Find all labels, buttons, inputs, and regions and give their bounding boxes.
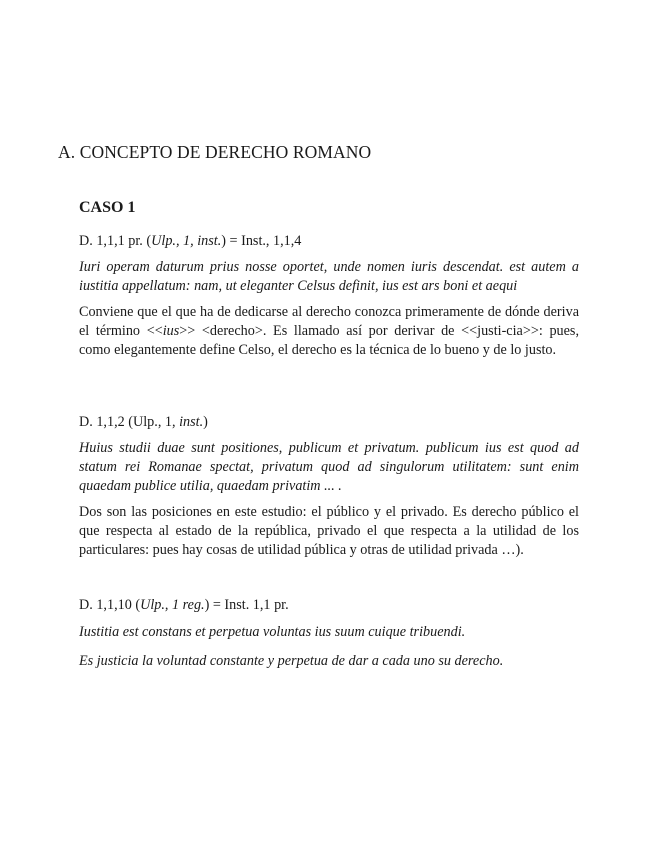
entry-1-latin-block [79,258,579,296]
citation-author: Ulp., 1 reg. [140,597,205,613]
citation-suffix: ) = Inst., 1,1,4 [221,233,302,249]
spanish-part1: Conviene que el que ha de dedicarse al derecho conozca primeramente de dónde deriva el término << [79,304,579,339]
citation-suffix: ) [203,414,208,430]
entry-3-latin-text: Iustitia est constans et perpetua voluntas ius suum cuique tribuendi. [79,624,466,640]
citation-prefix: D. 1,1,2 (Ulp., 1, [79,414,180,430]
citation-prefix: D. 1,1,1 pr. ( [79,233,152,249]
entry-3-spanish-text: Es justicia la voluntad constante y perpetua de dar a cada uno su derecho. [79,653,504,669]
case-title: CASO 1 [79,199,136,216]
spanish-ius: ius [162,323,180,339]
entry-1-spanish-text [79,303,579,360]
entry-2-spanish-text: Dos son las posiciones en este estudio: el público y el privado. Es derecho público el que respecta al estado de la república, privado el que respecta a la utilidad de los particulares: pues hay cosas de utilidad pública y otras de utilidad privada …). [79,504,579,558]
entry-1 [79,232,579,251]
entry-2-latin-text: Huius studii duae sunt positiones, publicum et privatum. publicum ius est quod ad statum rei Romanae spectat, privatum quod ad singulorum utilitatem: sunt enim quaedam publice utilia, quaedam privatim ... . [79,440,579,494]
entry-1-latin-text: Iuri operam daturum prius nosse oportet, unde nomen iuris descendat. est autem a iustitia appellatum: nam, ut eleganter Celsus definit, ius est ars boni et aequi [79,259,579,294]
spanish-part2: >> <derecho>. Es llamado así por derivar de <<justi-cia>>: pues, como elegantemente define Celso, el derecho es la técnica de lo bueno y de lo justo. [79,323,579,358]
entry-2 [79,413,579,432]
entry-3-citation [79,596,579,615]
entry-3 [79,596,579,615]
citation-author: Ulp., 1, inst. [151,233,222,249]
section-title: A. CONCEPTO DE DERECHO ROMANO [58,142,372,162]
entry-3-spanish-block [79,652,579,671]
entry-1-citation [79,232,579,251]
entry-2-spanish-block [79,503,579,560]
citation-prefix: D. 1,1,10 ( [79,597,141,613]
citation-author: inst. [179,414,204,430]
citation-suffix: ) = Inst. 1,1 pr. [204,597,289,613]
entry-3-latin-block [79,623,579,642]
entry-2-citation [79,413,579,432]
entry-2-latin-block [79,439,579,496]
entry-1-spanish-block [79,303,579,360]
